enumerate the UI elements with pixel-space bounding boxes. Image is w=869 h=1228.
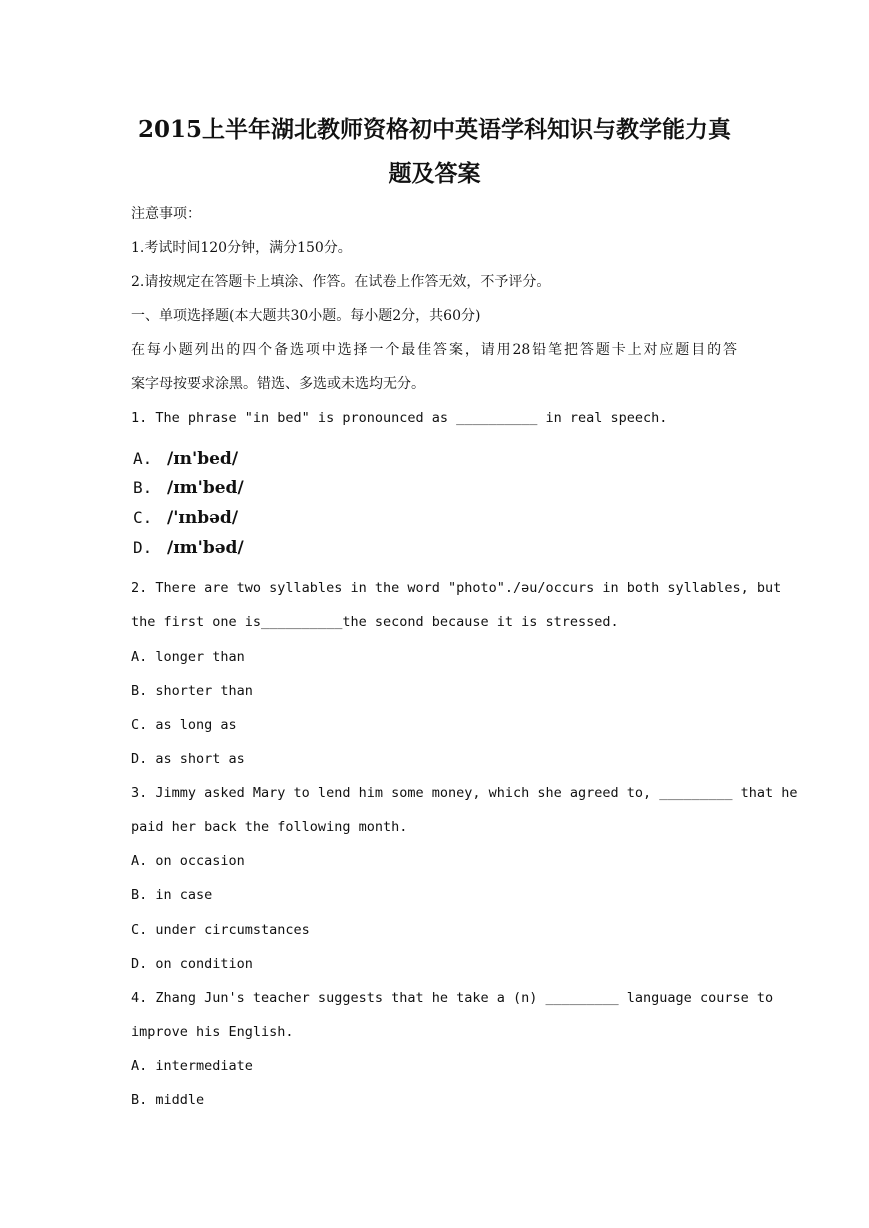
option-ipa: /ɪn'bed/ <box>167 449 239 469</box>
question-3-stem-line-1: 3. Jimmy asked Mary to lend him some money, which she agreed to, _________ that he <box>131 785 798 801</box>
notice-heading: 注意事项： <box>131 206 201 222</box>
question-1-option-b[interactable] <box>133 475 244 501</box>
option-ipa: /ɪm'bed/ <box>167 478 244 498</box>
question-4-stem-line-1: 4. Zhang Jun's teacher suggests that he take a (n) _________ language course to <box>131 990 774 1006</box>
question-2-stem-line-1: 2. There are two syllables in the word "photo"./əu/occurs in both syllables, but <box>131 580 782 596</box>
section-heading: 一、单项选择题(本大题共30小题。每小题2分，共60分) <box>131 308 481 324</box>
question-2-option-b[interactable]: B. shorter than <box>131 683 253 699</box>
question-2-option-a[interactable]: A. longer than <box>131 649 245 665</box>
question-2-option-c[interactable]: C. as long as <box>131 717 237 733</box>
option-letter: B. <box>133 478 153 497</box>
instruction-line-2: 案字母按要求涂黑。错选、多选或未选均无分。 <box>131 376 425 392</box>
question-1-stem: 1. The phrase "in bed" is pronounced as __________ in real speech. <box>131 410 668 426</box>
option-ipa: /ɪm'bəd/ <box>167 538 244 558</box>
question-3-stem-line-2: paid her back the following month. <box>131 819 408 835</box>
question-4-option-a[interactable]: A. intermediate <box>131 1058 253 1074</box>
instruction-line-1: 在每小题列出的四个备选项中选择一个最佳答案，请用28铅笔把答题卡上对应题目的答 <box>131 342 737 358</box>
question-3-option-a[interactable]: A. on occasion <box>131 853 245 869</box>
question-4-option-b[interactable]: B. middle <box>131 1092 205 1108</box>
question-3-option-d[interactable]: D. on condition <box>131 956 253 972</box>
option-letter: D. <box>133 538 153 557</box>
question-2-option-d[interactable]: D. as short as <box>131 751 245 767</box>
question-4-stem-line-2: improve his English. <box>131 1024 294 1040</box>
question-1-option-c[interactable] <box>133 505 238 531</box>
notice-item-2: 2.请按规定在答题卡上填涂、作答。在试卷上作答无效，不予评分。 <box>131 274 551 290</box>
question-1-option-d[interactable] <box>133 535 244 561</box>
question-2-stem-line-2: the first one is__________the second because it is stressed. <box>131 614 619 630</box>
document-title-line-2: 题及答案 <box>388 160 481 187</box>
notice-item-1: 1.考试时间120分钟，满分150分。 <box>131 240 352 256</box>
option-letter: C. <box>133 508 153 527</box>
question-1-option-a[interactable] <box>133 446 238 472</box>
option-letter: A. <box>133 449 153 468</box>
document-title-line-1: 2015上半年湖北教师资格初中英语学科知识与教学能力真 <box>137 116 731 143</box>
option-ipa: /'ɪnbəd/ <box>167 508 239 528</box>
question-3-option-b[interactable]: B. in case <box>131 887 213 903</box>
question-3-option-c[interactable]: C. under circumstances <box>131 922 310 938</box>
